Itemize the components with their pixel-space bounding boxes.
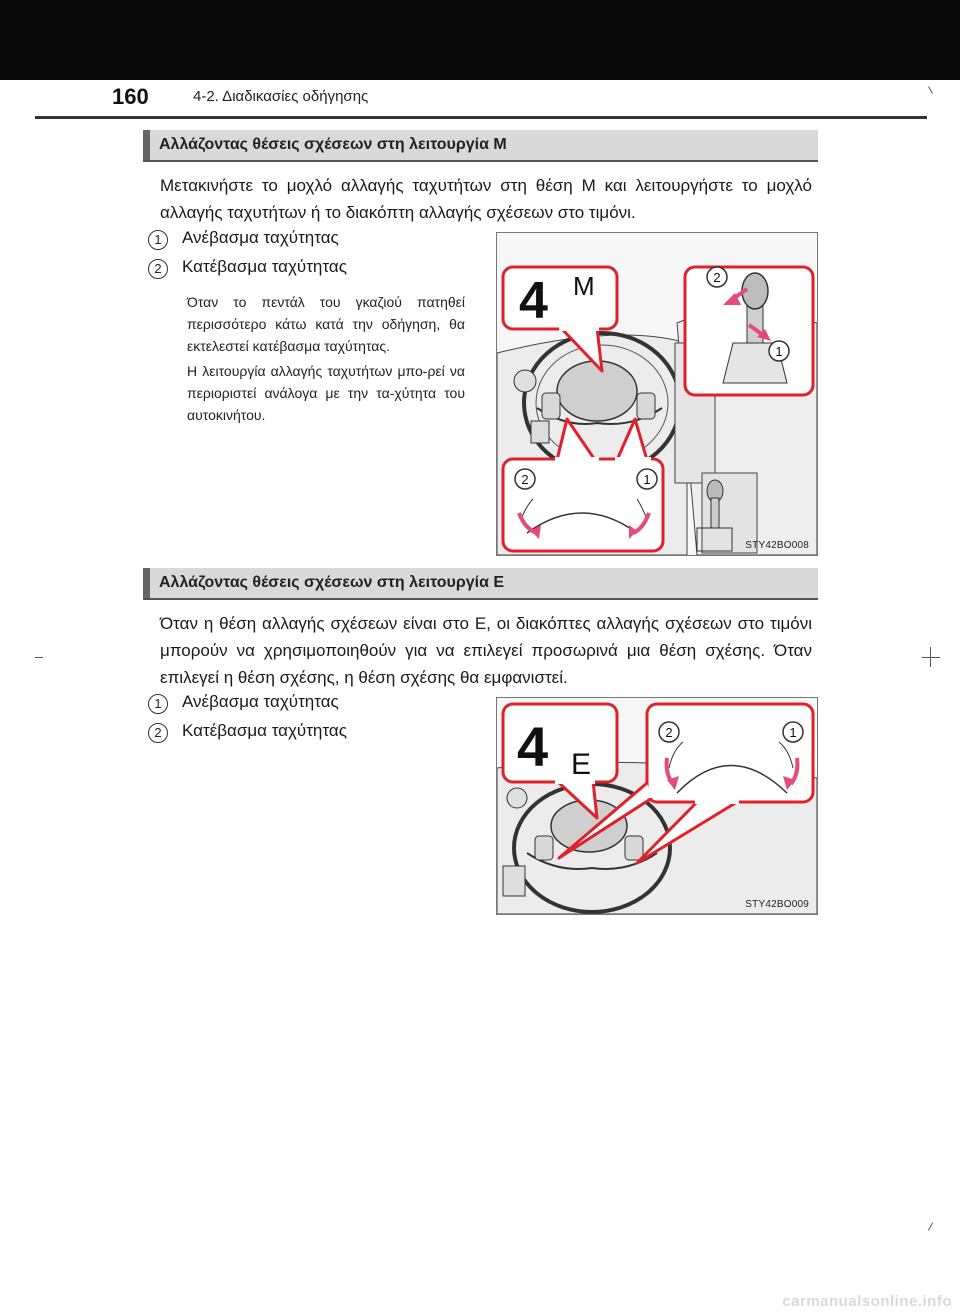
header-rule: [35, 116, 927, 119]
item-label: Ανέβασμα ταχύτητας: [182, 228, 339, 247]
crop-mark: [35, 657, 43, 658]
item-label: Κατέβασμα ταχύτητας: [182, 721, 347, 740]
figure-m-svg: [497, 233, 817, 555]
display-gear-digit: 4: [517, 715, 549, 778]
item-number-badge: 1: [148, 230, 168, 250]
display-gear-digit: 4: [519, 272, 548, 330]
item-number-badge: 2: [148, 723, 168, 743]
note-kickdown: Όταν το πεντάλ του γκαζιού πατηθεί περισσότερο κάτω κατά την οδήγηση, θα εκτελεστεί κατέβασμα ταχύτητας.: [187, 294, 465, 354]
item-label: Ανέβασμα ταχύτητας: [182, 692, 339, 711]
chapter-title: 4-2. Διαδικασίες οδήγησης: [193, 88, 369, 105]
callout-number: 1: [775, 344, 783, 359]
callout-number: 2: [521, 472, 529, 487]
section-title-e: Αλλάζοντας θέσεις σχέσεων στη λειτουργία E: [159, 574, 505, 591]
callout-number: 2: [665, 725, 673, 740]
section-title-m: Αλλάζοντας θέσεις σχέσεων στη λειτουργία M: [159, 136, 507, 153]
crop-mark: [922, 657, 940, 658]
crop-mark: [928, 1222, 933, 1230]
section-accent: [143, 130, 150, 160]
callout-number: 1: [643, 472, 651, 487]
section-m-intro: Μετακινήστε το μοχλό αλλαγής ταχυτήτων στη θέση M και λειτουργήστε το μοχλό αλλαγής ταχυτήτων ή το διακόπτη αλλαγής σχέσεων στο τιμόνι.: [160, 176, 812, 222]
section-accent: [143, 568, 150, 598]
callout-number: 1: [789, 725, 797, 740]
callout-number: 2: [713, 270, 721, 285]
note-speed-limit: Η λειτουργία αλλαγής ταχυτήτων μπο-ρεί να περιοριστεί ανάλογα με την τα-χύτητα του αυτοκινήτου.: [187, 363, 465, 423]
section-e-intro: Όταν η θέση αλλαγής σχέσεων είναι στο E, οι διακόπτες αλλαγής σχέσεων στο τιμόνι μπορούν να χρησιμοποιηθούν για να επιλεγεί προσωρινά μια θέση σχέσης. Όταν επιλεγεί η θέση σχέσης, η θέση σχέσης θα εμφανιστεί.: [160, 614, 812, 687]
figure-m-mode-illustration: [496, 232, 818, 556]
display-mode-letter: M: [573, 271, 595, 301]
item-label: Κατέβασμα ταχύτητας: [182, 257, 347, 276]
display-mode-letter: E: [571, 748, 592, 781]
section-heading-e: [143, 568, 818, 600]
watermark: carmanualsonline.info: [782, 1293, 952, 1310]
page-header: [0, 80, 960, 120]
section-heading-m: [143, 130, 818, 162]
figure-code: STY42BO009: [745, 899, 809, 910]
item-number-badge: 1: [148, 694, 168, 714]
page-number: 160: [112, 84, 149, 109]
figure-e-mode-illustration: [496, 697, 818, 915]
figure-e-svg: [497, 698, 817, 914]
crop-mark: [930, 647, 931, 667]
item-number-badge: 2: [148, 259, 168, 279]
figure-code: STY42BO008: [745, 540, 809, 551]
top-black-band: [0, 0, 960, 80]
